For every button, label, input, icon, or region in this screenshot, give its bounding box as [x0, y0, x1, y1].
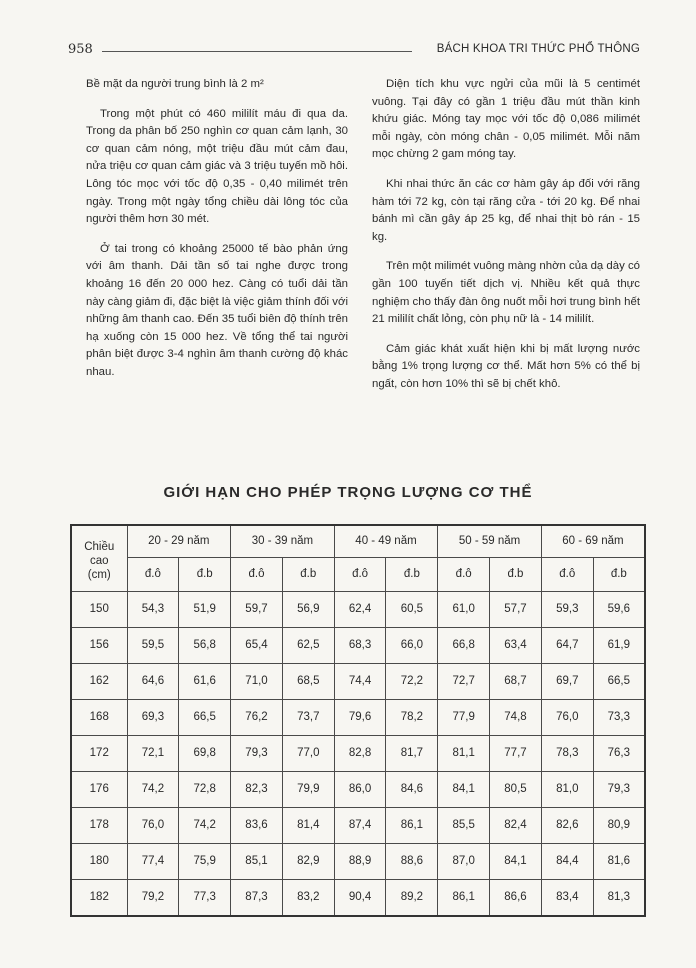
weight-cell: 66,5	[179, 699, 231, 735]
weight-cell: 81,1	[438, 735, 490, 771]
height-column-header	[71, 525, 127, 591]
weight-cell: 76,0	[541, 699, 593, 735]
weight-cell: 56,9	[282, 591, 334, 627]
sex-subheader: đ.ô	[438, 557, 490, 591]
weight-cell: 86,1	[438, 879, 490, 916]
height-cell: 168	[71, 699, 127, 735]
weight-cell: 77,3	[179, 879, 231, 916]
weight-cell: 84,4	[541, 843, 593, 879]
weight-cell: 65,4	[231, 627, 283, 663]
weight-cell: 61,6	[179, 663, 231, 699]
left-text-column	[86, 76, 348, 394]
weight-cell: 89,2	[386, 879, 438, 916]
weight-cell: 82,9	[282, 843, 334, 879]
weight-cell: 57,7	[490, 591, 542, 627]
weight-cell: 61,0	[438, 591, 490, 627]
header-rule	[102, 51, 412, 52]
table-title: GIỚI HẠN CHO PHÉP TRỌNG LƯỢNG CƠ THỂ	[163, 484, 533, 501]
weight-cell: 74,2	[127, 771, 179, 807]
height-cell: 150	[71, 591, 127, 627]
table-row	[71, 627, 645, 663]
weight-cell: 74,8	[490, 699, 542, 735]
weight-cell: 76,3	[593, 735, 645, 771]
weight-cell: 73,7	[282, 699, 334, 735]
weight-cell: 79,2	[127, 879, 179, 916]
sex-subheader: đ.b	[593, 557, 645, 591]
weight-cell: 84,1	[490, 843, 542, 879]
sex-subheader: đ.ô	[127, 557, 179, 591]
weight-cell: 82,3	[231, 771, 283, 807]
paragraph: Trên một milimét vuông màng nhờn của dạ dày có gần 100 tuyến tiết dịch vị. Nhiều kết quả thực nghiệm cho thấy đàn ông nuốt mỗi hơi trung bình hết 21 mililít chất lỏng, còn phụ nữ là - 14 mililít.	[372, 260, 640, 326]
weight-cell: 69,8	[179, 735, 231, 771]
weight-cell: 72,7	[438, 663, 490, 699]
weight-cell: 74,2	[179, 807, 231, 843]
weight-cell: 79,9	[282, 771, 334, 807]
weight-cell: 87,3	[231, 879, 283, 916]
weight-cell: 51,9	[179, 591, 231, 627]
right-text-column	[372, 76, 640, 406]
weight-cell: 79,6	[334, 699, 386, 735]
paragraph: Trong một phút có 460 mililít máu đi qua da. Trong da phân bố 250 nghìn cơ quan cảm lạnh, 30 cơ quan cảm nóng, một triệu đầu mút cảm đau, nửa triệu cơ quan cảm giác và 3 triệu tuyến mồ hôi. Lông tóc mọc với tốc độ 0,35 - 0,40 milimét trên ngày. Trong một ngày tổng chiều dài lông tóc của người thêm hơn 30 mét.	[86, 107, 348, 226]
weight-cell: 81,0	[541, 771, 593, 807]
age-group-header: 40 - 49 năm	[334, 525, 438, 557]
weight-cell: 77,4	[127, 843, 179, 879]
sex-subheader: đ.b	[386, 557, 438, 591]
weight-cell: 81,6	[593, 843, 645, 879]
weight-cell: 74,4	[334, 663, 386, 699]
weight-cell: 84,1	[438, 771, 490, 807]
age-group-header: 20 - 29 năm	[127, 525, 231, 557]
weight-cell: 85,1	[231, 843, 283, 879]
weight-cell: 81,7	[386, 735, 438, 771]
weight-cell: 66,8	[438, 627, 490, 663]
weight-cell: 82,4	[490, 807, 542, 843]
weight-cell: 86,0	[334, 771, 386, 807]
weight-cell: 87,4	[334, 807, 386, 843]
weight-cell: 71,0	[231, 663, 283, 699]
weight-cell: 68,7	[490, 663, 542, 699]
height-cell: 180	[71, 843, 127, 879]
table-body	[71, 591, 645, 916]
height-cell: 176	[71, 771, 127, 807]
weight-cell: 64,6	[127, 663, 179, 699]
weight-cell: 83,6	[231, 807, 283, 843]
paragraph: Bề mặt da người trung bình là 2 m²	[86, 78, 264, 90]
weight-cell: 81,3	[593, 879, 645, 916]
weight-cell: 90,4	[334, 879, 386, 916]
weight-cell: 72,2	[386, 663, 438, 699]
weight-cell: 83,2	[282, 879, 334, 916]
weight-cell: 73,3	[593, 699, 645, 735]
weight-cell: 64,7	[541, 627, 593, 663]
age-group-header: 60 - 69 năm	[541, 525, 645, 557]
weight-cell: 80,5	[490, 771, 542, 807]
weight-cell: 88,9	[334, 843, 386, 879]
paragraph: Cảm giác khát xuất hiện khi bị mất lượng nước bằng 1% trọng lượng cơ thể. Mất hơn 5% có thể bị ngất, còn hơn 10% thì sẽ bị chết khô.	[372, 342, 640, 390]
table-row	[71, 807, 645, 843]
weight-cell: 81,4	[282, 807, 334, 843]
weight-cell: 85,5	[438, 807, 490, 843]
table-row	[71, 663, 645, 699]
weight-cell: 59,7	[231, 591, 283, 627]
weight-cell: 66,5	[593, 663, 645, 699]
weight-limits-table	[70, 524, 646, 917]
weight-cell: 76,0	[127, 807, 179, 843]
sex-subheader: đ.b	[179, 557, 231, 591]
height-cell: 156	[71, 627, 127, 663]
table-row	[71, 771, 645, 807]
weight-cell: 59,3	[541, 591, 593, 627]
sex-subheader: đ.ô	[541, 557, 593, 591]
weight-cell: 88,6	[386, 843, 438, 879]
table-row	[71, 843, 645, 879]
paragraph: Khi nhai thức ăn các cơ hàm gây áp đối với răng hàm tới 72 kg, còn tại răng cửa - tới 20 kg. Để nhai bánh mì cần gây áp 25 kg, để nhai thịt bò rán - 15 kg.	[372, 177, 640, 243]
weight-cell: 69,3	[127, 699, 179, 735]
weight-cell: 60,5	[386, 591, 438, 627]
weight-cell: 63,4	[490, 627, 542, 663]
paragraph: Ở tai trong có khoảng 25000 tế bào phản ứng với âm thanh. Dải tần số tai nghe được trong khoảng 16 đến 20 000 hez. Càng có tuổi dải tần này càng giảm đi, đặc biệt là việc giảm thính đối với những âm thanh cao. Đến 35 tuổi biên độ thính trên hạ xuống còn 15 000 hez. Về tổng thể tai người phân biệt được 3-4 nghìn âm thanh cường độ khác nhau.	[86, 242, 348, 378]
table-row	[71, 735, 645, 771]
weight-cell: 56,8	[179, 627, 231, 663]
weight-cell: 86,1	[386, 807, 438, 843]
weight-cell: 79,3	[231, 735, 283, 771]
weight-cell: 59,5	[127, 627, 179, 663]
page-header	[68, 42, 640, 62]
weight-cell: 68,5	[282, 663, 334, 699]
weight-cell: 59,6	[593, 591, 645, 627]
table-row	[71, 591, 645, 627]
header-text: cao	[89, 555, 109, 567]
height-cell: 178	[71, 807, 127, 843]
height-cell: 172	[71, 735, 127, 771]
weight-cell: 66,0	[386, 627, 438, 663]
weight-cell: 80,9	[593, 807, 645, 843]
header-text: Chiều	[84, 541, 115, 553]
weight-cell: 76,2	[231, 699, 283, 735]
weight-cell: 87,0	[438, 843, 490, 879]
table-row	[71, 699, 645, 735]
weight-cell: 84,6	[386, 771, 438, 807]
weight-cell: 78,2	[386, 699, 438, 735]
weight-cell: 83,4	[541, 879, 593, 916]
weight-cell: 86,6	[490, 879, 542, 916]
table-subheader-row	[71, 557, 645, 591]
height-cell: 182	[71, 879, 127, 916]
weight-cell: 62,4	[334, 591, 386, 627]
weight-cell: 54,3	[127, 591, 179, 627]
weight-cell: 72,8	[179, 771, 231, 807]
sex-subheader: đ.b	[282, 557, 334, 591]
running-title: BÁCH KHOA TRI THỨC PHỔ THÔNG	[436, 43, 640, 55]
table-row	[71, 879, 645, 916]
weight-cell: 75,9	[179, 843, 231, 879]
weight-cell: 77,9	[438, 699, 490, 735]
table-header-row	[71, 525, 645, 557]
sex-subheader: đ.ô	[231, 557, 283, 591]
header-text: (cm)	[87, 569, 111, 581]
weight-cell: 82,8	[334, 735, 386, 771]
age-group-header: 50 - 59 năm	[438, 525, 542, 557]
weight-cell: 72,1	[127, 735, 179, 771]
paragraph: Diện tích khu vực ngửi của mũi là 5 centimét vuông. Tại đây có gần 1 triệu đầu mút thần kinh khứu giác. Móng tay mọc với tốc độ 0,086 milimét mỗi ngày, còn móng chân - 0,05 milimét. Mỗi năm mọc chừng 2 gam móng tay.	[372, 78, 640, 161]
sex-subheader: đ.ô	[334, 557, 386, 591]
weight-cell: 62,5	[282, 627, 334, 663]
weight-cell: 77,0	[282, 735, 334, 771]
page-number: 958	[68, 42, 93, 57]
sex-subheader: đ.b	[490, 557, 542, 591]
height-cell: 162	[71, 663, 127, 699]
weight-cell: 78,3	[541, 735, 593, 771]
weight-cell: 77,7	[490, 735, 542, 771]
weight-cell: 82,6	[541, 807, 593, 843]
weight-cell: 69,7	[541, 663, 593, 699]
weight-cell: 68,3	[334, 627, 386, 663]
weight-cell: 61,9	[593, 627, 645, 663]
weight-cell: 79,3	[593, 771, 645, 807]
age-group-header: 30 - 39 năm	[231, 525, 335, 557]
